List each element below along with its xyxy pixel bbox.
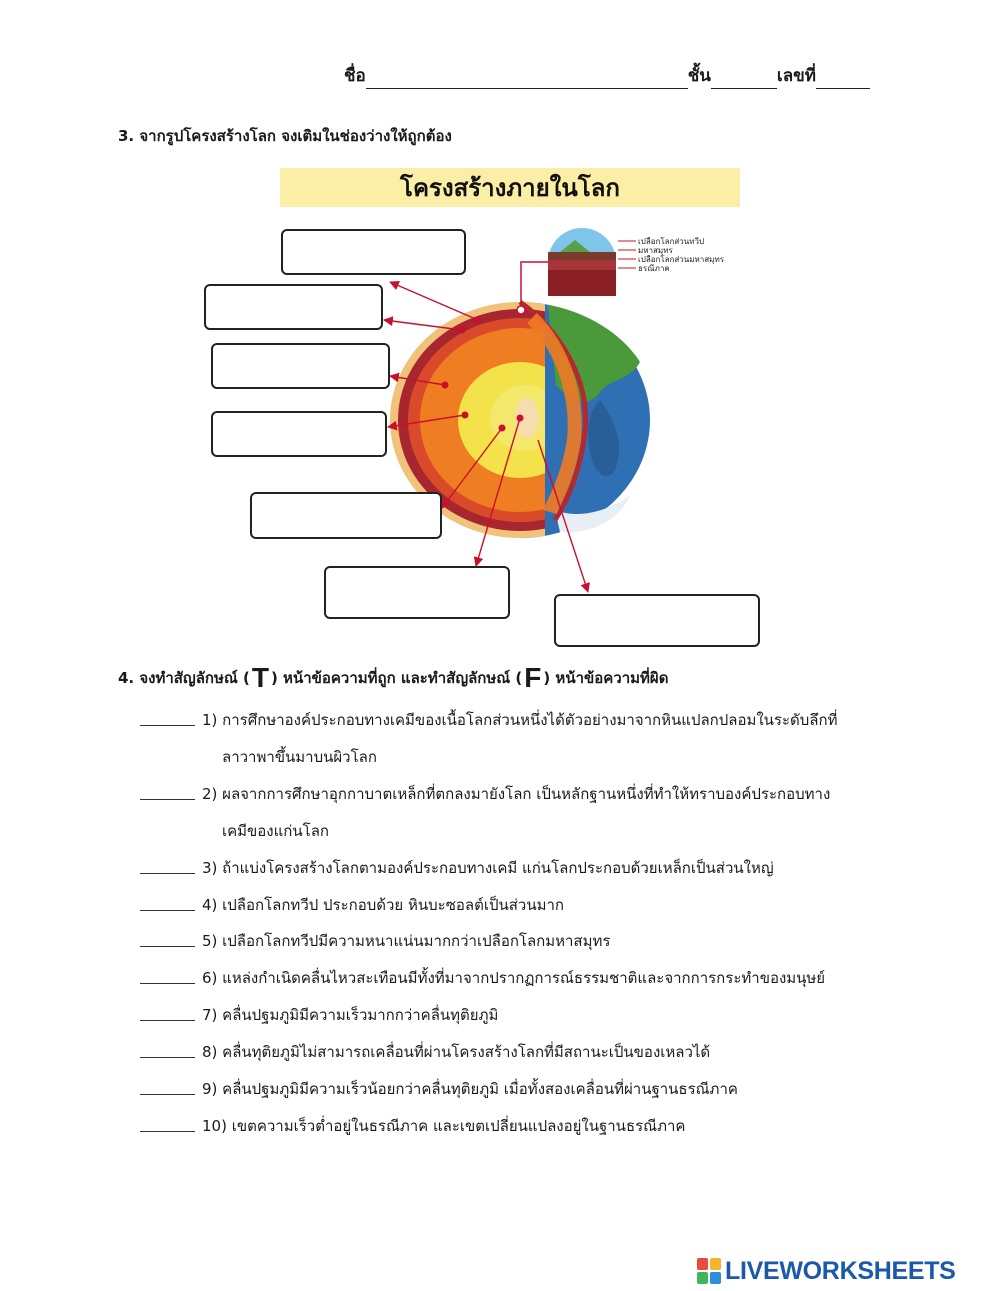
symbol-false: F: [524, 662, 542, 693]
answer-blank-7[interactable]: [140, 1020, 195, 1021]
inset-label-ocean: มหาสมุทร: [638, 246, 673, 255]
statement-1-continued: ลาวาพาขึ้นมาบนผิวโลก: [222, 748, 377, 766]
answer-blank-10[interactable]: [140, 1131, 195, 1132]
answer-box-7[interactable]: [554, 594, 760, 647]
answer-box-4[interactable]: [211, 411, 387, 457]
name-label: ชื่อ: [344, 66, 366, 86]
inset-label-lithosphere: ธรณีภาค: [638, 264, 670, 273]
question-3-text: 3. จากรูปโครงสร้างโลก จงเติมในช่องว่างให้ถูกต้อง: [118, 127, 452, 145]
class-label: ชั้น: [687, 66, 711, 86]
name-blank[interactable]: [366, 69, 688, 89]
logo-text: LIVEWORKSHEETS: [725, 1256, 956, 1285]
answer-box-6[interactable]: [324, 566, 510, 619]
number-label: เลขที่: [776, 66, 816, 86]
answer-box-2[interactable]: [204, 284, 383, 330]
answer-blank-6[interactable]: [140, 983, 195, 984]
logo-mark-green: [697, 1272, 708, 1284]
class-blank[interactable]: [711, 69, 777, 89]
student-info-line: [344, 62, 870, 89]
statement-2-text: 2) ผลจากการศึกษาอุกกาบาตเหล็กที่ตกลงมายังโลก เป็นหลักฐานหนึ่งที่ทำให้ทราบองค์ประกอบทาง: [202, 785, 831, 803]
answer-box-1[interactable]: [281, 229, 466, 275]
diagram-title: โครงสร้างภายในโลก: [280, 168, 740, 207]
q4-suffix: ) หน้าข้อความที่ผิด: [543, 669, 669, 687]
logo-mark-red: [697, 1258, 708, 1270]
statement-1-text: 1) การศึกษาองค์ประกอบทางเคมีของเนื้อโลกส่วนหนึ่งได้ตัวอย่างมาจากหินแปลกปลอมในระดับลึกที่: [202, 711, 838, 729]
logo-mark-blue: [710, 1272, 721, 1284]
statement-10-text: 10) เขตความเร็วต่ำอยู่ในธรณีภาค และเขตเปลี่ยนแปลงอยู่ในฐานธรณีภาค: [202, 1117, 686, 1135]
statement-7-text: 7) คลื่นปฐมภูมิมีความเร็วมากกว่าคลื่นทุติยภูมิ: [202, 1006, 499, 1024]
statement-8-text: 8) คลื่นทุติยภูมิไม่สามารถเคลื่อนที่ผ่านโครงสร้างโลกที่มีสถานะเป็นของเหลวได้: [202, 1043, 711, 1061]
crust-inset: [548, 228, 725, 296]
statement-3-text: 3) ถ้าแบ่งโครงสร้างโลกตามองค์ประกอบทางเคมี แก่นโลกประกอบด้วยเหล็กเป็นส่วนใหญ่: [202, 859, 774, 877]
answer-box-5[interactable]: [250, 492, 442, 539]
answer-box-3[interactable]: [211, 343, 390, 389]
answer-blank-3[interactable]: [140, 873, 195, 874]
inset-label-oceanic-crust: เปลือกโลกส่วนมหาสมุทร: [638, 255, 725, 264]
answer-blank-9[interactable]: [140, 1094, 195, 1095]
logo-mark-icon: [697, 1258, 721, 1284]
q4-middle: ) หน้าข้อความที่ถูก และทำสัญลักษณ์ (: [270, 669, 523, 687]
number-blank[interactable]: [816, 69, 870, 89]
statement-6-text: 6) แหล่งกำเนิดคลื่นไหวสะเทือนมีทั้งที่มาจากปรากฏการณ์ธรรมชาติและจากการกระทำของมนุษย์: [202, 969, 826, 987]
inset-label-continental: เปลือกโลกส่วนทวีป: [638, 237, 705, 246]
liveworksheets-logo[interactable]: [697, 1255, 993, 1287]
statement-5-text: 5) เปลือกโลกทวีปมีความหนาแน่นมากกว่าเปลือกโลกมหาสมุทร: [202, 932, 611, 950]
answer-blank-1[interactable]: [140, 725, 195, 726]
logo-mark-yellow: [710, 1258, 721, 1270]
answer-blank-2[interactable]: [140, 799, 195, 800]
q4-prefix: 4. จงทำสัญลักษณ์ (: [118, 669, 250, 687]
answer-blank-5[interactable]: [140, 946, 195, 947]
statement-9-text: 9) คลื่นปฐมภูมิมีความเร็วน้อยกว่าคลื่นทุติยภูมิ เมื่อทั้งสองเคลื่อนที่ผ่านฐานธรณีภาค: [202, 1080, 738, 1098]
question-4-text: [118, 664, 668, 692]
statement-2-continued: เคมีของแก่นโลก: [222, 822, 329, 840]
symbol-true: T: [251, 662, 269, 693]
answer-blank-4[interactable]: [140, 910, 195, 911]
statement-4-text: 4) เปลือกโลกทวีป ประกอบด้วย หินบะซอลต์เป็นส่วนมาก: [202, 896, 564, 914]
answer-blank-8[interactable]: [140, 1057, 195, 1058]
